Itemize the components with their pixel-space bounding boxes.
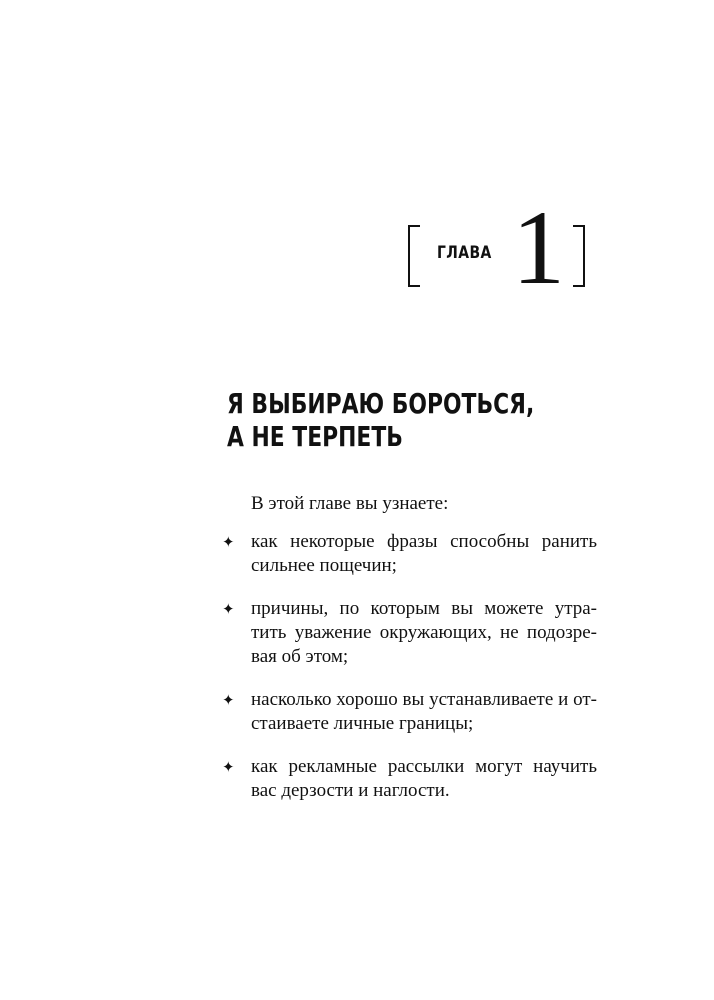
left-bracket xyxy=(408,225,420,287)
star-bullet-icon: ✦ xyxy=(222,533,235,551)
list-item xyxy=(222,755,597,803)
list-item-line: насколько хорошо вы устанавливаете и от- xyxy=(251,689,597,710)
star-bullet-icon: ✦ xyxy=(222,600,235,618)
list-item xyxy=(222,530,597,578)
list-item-line: причины, по которым вы можете утра- xyxy=(251,598,597,619)
star-bullet-icon: ✦ xyxy=(222,758,235,776)
star-bullet-icon: ✦ xyxy=(222,691,235,709)
chapter-title-line: А НЕ ТЕРПЕТЬ xyxy=(227,420,403,453)
list-item-line: вас дерзости и наглости. xyxy=(251,780,450,801)
right-bracket xyxy=(573,225,585,287)
learning-points-list xyxy=(222,530,597,822)
chapter-number: 1 xyxy=(512,189,565,306)
list-item-line: сильнее пощечин; xyxy=(251,555,397,576)
list-item-line: стаиваете личные границы; xyxy=(251,713,474,734)
list-item-line: вая об этом; xyxy=(251,646,349,667)
list-item xyxy=(222,597,597,669)
chapter-label: ГЛАВА xyxy=(437,243,492,263)
list-item-line: как некоторые фразы способны ранить xyxy=(251,531,597,552)
chapter-mark xyxy=(405,189,590,306)
chapter-title-line: Я ВЫБИРАЮ БОРОТЬСЯ, xyxy=(227,387,535,420)
chapter-title xyxy=(227,387,534,453)
list-item-line: тить уважение окружающих, не подозре- xyxy=(251,622,597,643)
list-item-line: как рекламные рассылки могут научить xyxy=(251,756,597,777)
intro-text: В этой главе вы узнаете: xyxy=(251,493,449,514)
list-item xyxy=(222,688,597,736)
